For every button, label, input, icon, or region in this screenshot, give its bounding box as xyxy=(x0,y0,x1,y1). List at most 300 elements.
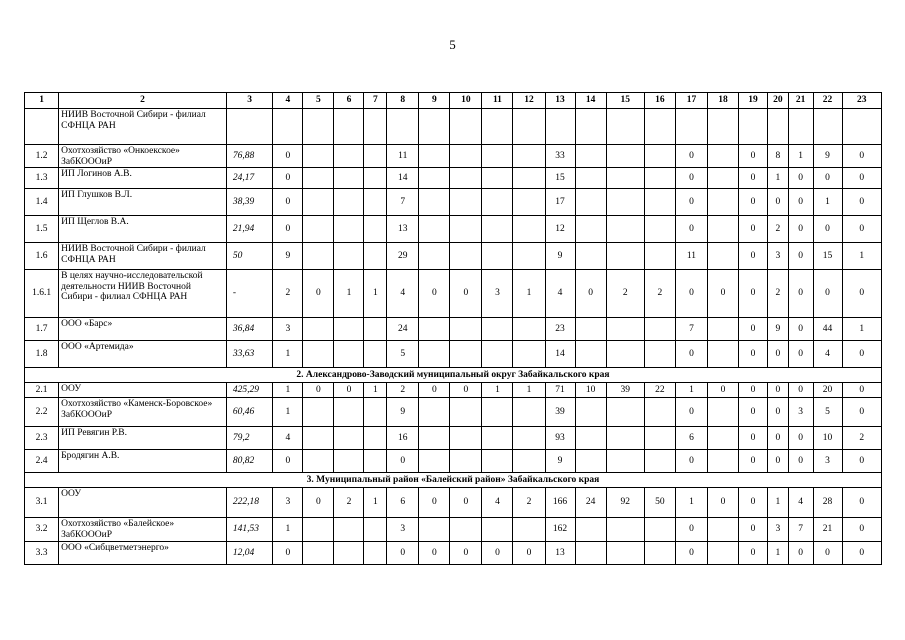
value-cell xyxy=(334,518,364,542)
header-cell: 8 xyxy=(387,93,419,109)
value-cell xyxy=(513,398,545,427)
area-value-cell: 141,53 xyxy=(226,518,273,542)
value-cell xyxy=(708,427,739,450)
value-cell xyxy=(575,243,606,270)
value-cell xyxy=(364,427,387,450)
area-value-cell: 21,94 xyxy=(226,216,273,243)
value-cell: 1 xyxy=(813,189,842,216)
table-row xyxy=(25,542,882,565)
value-cell xyxy=(842,109,881,145)
header-row xyxy=(25,93,882,109)
value-cell xyxy=(273,109,303,145)
header-cell: 5 xyxy=(303,93,334,109)
value-cell xyxy=(575,168,606,189)
value-cell: 16 xyxy=(387,427,419,450)
value-cell xyxy=(606,518,644,542)
value-cell xyxy=(606,318,644,341)
value-cell: 0 xyxy=(450,488,482,518)
header-cell: 17 xyxy=(675,93,707,109)
value-cell xyxy=(303,518,334,542)
value-cell: 5 xyxy=(813,398,842,427)
value-cell: 10 xyxy=(575,383,606,398)
value-cell: 0 xyxy=(303,270,334,318)
area-value-cell: 36,84 xyxy=(226,318,273,341)
header-cell: 16 xyxy=(644,93,675,109)
value-cell xyxy=(419,243,450,270)
value-cell: 0 xyxy=(788,427,813,450)
area-value-cell: 24,17 xyxy=(226,168,273,189)
value-cell: 4 xyxy=(273,427,303,450)
value-cell: 39 xyxy=(606,383,644,398)
header-cell: 20 xyxy=(768,93,789,109)
value-cell xyxy=(303,398,334,427)
row-number-cell: 1.3 xyxy=(25,168,59,189)
value-cell: 0 xyxy=(739,450,768,473)
header-cell: 3 xyxy=(226,93,273,109)
header-cell: 13 xyxy=(545,93,575,109)
value-cell: 0 xyxy=(813,270,842,318)
value-cell xyxy=(303,216,334,243)
organization-name-cell: НИИВ Восточной Сибири - филиал СФНЦА РАН xyxy=(59,243,227,270)
value-cell xyxy=(450,450,482,473)
value-cell: 2 xyxy=(768,216,789,243)
value-cell: 0 xyxy=(788,383,813,398)
value-cell: 0 xyxy=(450,542,482,565)
value-cell xyxy=(606,341,644,368)
value-cell: 1 xyxy=(768,168,789,189)
value-cell xyxy=(364,145,387,168)
value-cell: 5 xyxy=(387,341,419,368)
value-cell xyxy=(644,518,675,542)
row-number-cell: 3.1 xyxy=(25,488,59,518)
value-cell xyxy=(606,145,644,168)
organization-name-cell: Охотхозяйство «Каменск-Боровское» ЗабКОООиР xyxy=(59,398,227,427)
value-cell xyxy=(545,109,575,145)
value-cell: 4 xyxy=(813,341,842,368)
value-cell: 8 xyxy=(768,145,789,168)
header-cell: 1 xyxy=(25,93,59,109)
value-cell: 0 xyxy=(788,318,813,341)
value-cell xyxy=(575,398,606,427)
value-cell xyxy=(450,341,482,368)
table-row xyxy=(25,168,882,189)
header-cell: 11 xyxy=(482,93,513,109)
value-cell: 0 xyxy=(842,383,881,398)
value-cell: 0 xyxy=(768,341,789,368)
value-cell: 9 xyxy=(545,450,575,473)
value-cell: 0 xyxy=(739,488,768,518)
value-cell xyxy=(334,427,364,450)
value-cell xyxy=(450,168,482,189)
value-cell xyxy=(334,109,364,145)
value-cell: 0 xyxy=(842,488,881,518)
value-cell: 17 xyxy=(545,189,575,216)
value-cell: 21 xyxy=(813,518,842,542)
value-cell: 10 xyxy=(813,427,842,450)
header-cell: 18 xyxy=(708,93,739,109)
value-cell xyxy=(334,542,364,565)
value-cell: 0 xyxy=(739,216,768,243)
table-row xyxy=(25,189,882,216)
value-cell: 0 xyxy=(675,168,707,189)
value-cell xyxy=(419,450,450,473)
value-cell xyxy=(708,168,739,189)
value-cell: 28 xyxy=(813,488,842,518)
organization-name-cell: ИП Ревягин Р.В. xyxy=(59,427,227,450)
section-title: 2. Александрово-Заводский муниципальный округ Забайкальского края xyxy=(25,368,882,383)
row-number-cell: 1.2 xyxy=(25,145,59,168)
value-cell: 0 xyxy=(739,518,768,542)
value-cell xyxy=(450,189,482,216)
value-cell: 0 xyxy=(813,216,842,243)
header-cell: 9 xyxy=(419,93,450,109)
value-cell xyxy=(419,318,450,341)
value-cell: 23 xyxy=(545,318,575,341)
value-cell xyxy=(813,109,842,145)
value-cell: 0 xyxy=(739,145,768,168)
value-cell xyxy=(482,518,513,542)
value-cell xyxy=(482,189,513,216)
value-cell: 0 xyxy=(675,450,707,473)
value-cell xyxy=(513,318,545,341)
row-number-cell: 1.5 xyxy=(25,216,59,243)
row-number-cell: 3.2 xyxy=(25,518,59,542)
value-cell xyxy=(513,518,545,542)
value-cell: 0 xyxy=(419,488,450,518)
row-number-cell: 1.6 xyxy=(25,243,59,270)
value-cell: 0 xyxy=(739,383,768,398)
header-cell: 21 xyxy=(788,93,813,109)
value-cell xyxy=(334,398,364,427)
section-header-row xyxy=(25,368,882,383)
value-cell xyxy=(482,216,513,243)
header-cell: 2 xyxy=(59,93,227,109)
value-cell: 2 xyxy=(273,270,303,318)
value-cell: 0 xyxy=(788,168,813,189)
value-cell: 24 xyxy=(387,318,419,341)
value-cell xyxy=(575,518,606,542)
value-cell: 9 xyxy=(768,318,789,341)
value-cell xyxy=(303,145,334,168)
value-cell xyxy=(364,341,387,368)
organization-name-cell: В целях научно-исследовательской деятельности НИИВ Восточной Сибири - филиал СФНЦА РАН xyxy=(59,270,227,318)
value-cell xyxy=(482,168,513,189)
value-cell: 1 xyxy=(364,488,387,518)
value-cell xyxy=(334,216,364,243)
value-cell xyxy=(644,318,675,341)
value-cell xyxy=(334,318,364,341)
value-cell xyxy=(450,243,482,270)
value-cell: 0 xyxy=(842,398,881,427)
area-value-cell: 79,2 xyxy=(226,427,273,450)
value-cell: 44 xyxy=(813,318,842,341)
value-cell: 0 xyxy=(739,318,768,341)
area-value-cell: - xyxy=(226,270,273,318)
value-cell: 1 xyxy=(273,518,303,542)
value-cell xyxy=(606,109,644,145)
value-cell: 0 xyxy=(768,398,789,427)
value-cell: 9 xyxy=(273,243,303,270)
area-value-cell: 12,04 xyxy=(226,542,273,565)
value-cell: 0 xyxy=(387,450,419,473)
organization-name-cell: Охотхозяйство «Онкоекское» ЗабКОООиР xyxy=(59,145,227,168)
value-cell: 0 xyxy=(788,189,813,216)
value-cell: 15 xyxy=(545,168,575,189)
section-title: 3. Муниципальный район «Балейский район» Забайкальского края xyxy=(25,473,882,488)
value-cell: 1 xyxy=(768,488,789,518)
value-cell xyxy=(364,398,387,427)
value-cell: 71 xyxy=(545,383,575,398)
organization-name-cell: ИП Глушков В.Л. xyxy=(59,189,227,216)
value-cell: 0 xyxy=(273,168,303,189)
value-cell xyxy=(450,145,482,168)
value-cell xyxy=(708,398,739,427)
value-cell xyxy=(303,318,334,341)
value-cell: 12 xyxy=(545,216,575,243)
table-row xyxy=(25,243,882,270)
organization-name-cell: ООУ xyxy=(59,488,227,518)
value-cell xyxy=(419,168,450,189)
value-cell: 0 xyxy=(273,542,303,565)
value-cell xyxy=(482,427,513,450)
value-cell xyxy=(513,243,545,270)
value-cell xyxy=(303,427,334,450)
value-cell xyxy=(708,145,739,168)
value-cell: 2 xyxy=(387,383,419,398)
value-cell xyxy=(606,243,644,270)
value-cell: 92 xyxy=(606,488,644,518)
value-cell xyxy=(575,145,606,168)
area-value-cell: 38,39 xyxy=(226,189,273,216)
value-cell: 9 xyxy=(387,398,419,427)
value-cell: 0 xyxy=(675,398,707,427)
value-cell: 33 xyxy=(545,145,575,168)
value-cell: 0 xyxy=(842,216,881,243)
header-cell: 19 xyxy=(739,93,768,109)
value-cell xyxy=(419,398,450,427)
value-cell xyxy=(334,145,364,168)
value-cell: 0 xyxy=(768,383,789,398)
value-cell: 0 xyxy=(513,542,545,565)
value-cell: 4 xyxy=(387,270,419,318)
organization-name-cell: ИП Щеглов В.А. xyxy=(59,216,227,243)
value-cell xyxy=(364,168,387,189)
value-cell xyxy=(768,109,789,145)
value-cell xyxy=(644,427,675,450)
table-row xyxy=(25,518,882,542)
value-cell xyxy=(364,450,387,473)
value-cell: 0 xyxy=(842,145,881,168)
value-cell: 1 xyxy=(842,318,881,341)
value-cell xyxy=(575,542,606,565)
value-cell: 13 xyxy=(545,542,575,565)
value-cell: 2 xyxy=(334,488,364,518)
value-cell: 0 xyxy=(273,216,303,243)
organization-name-cell: ООО «Барс» xyxy=(59,318,227,341)
value-cell xyxy=(606,542,644,565)
organization-name-cell: Охотхозяйство «Балейское» ЗабКОООиР xyxy=(59,518,227,542)
value-cell: 11 xyxy=(675,243,707,270)
value-cell: 0 xyxy=(842,450,881,473)
value-cell: 0 xyxy=(675,145,707,168)
value-cell: 39 xyxy=(545,398,575,427)
value-cell: 14 xyxy=(545,341,575,368)
value-cell: 0 xyxy=(739,341,768,368)
value-cell xyxy=(303,542,334,565)
value-cell xyxy=(606,427,644,450)
value-cell: 0 xyxy=(739,243,768,270)
row-number-cell: 2.1 xyxy=(25,383,59,398)
value-cell xyxy=(419,189,450,216)
value-cell: 0 xyxy=(708,270,739,318)
value-cell: 1 xyxy=(364,270,387,318)
organization-name-cell: ООУ xyxy=(59,383,227,398)
row-number-cell: 2.2 xyxy=(25,398,59,427)
value-cell: 6 xyxy=(675,427,707,450)
value-cell: 4 xyxy=(788,488,813,518)
value-cell xyxy=(644,341,675,368)
value-cell: 1 xyxy=(768,542,789,565)
value-cell: 9 xyxy=(545,243,575,270)
value-cell: 3 xyxy=(788,398,813,427)
value-cell: 0 xyxy=(675,189,707,216)
value-cell xyxy=(575,109,606,145)
value-cell xyxy=(303,109,334,145)
value-cell: 162 xyxy=(545,518,575,542)
value-cell xyxy=(303,189,334,216)
table-row xyxy=(25,398,882,427)
value-cell xyxy=(364,243,387,270)
value-cell: 1 xyxy=(513,383,545,398)
value-cell: 0 xyxy=(813,542,842,565)
value-cell: 3 xyxy=(768,518,789,542)
value-cell: 1 xyxy=(513,270,545,318)
value-cell xyxy=(644,109,675,145)
value-cell: 0 xyxy=(788,270,813,318)
value-cell: 2 xyxy=(842,427,881,450)
value-cell: 50 xyxy=(644,488,675,518)
value-cell xyxy=(708,518,739,542)
value-cell xyxy=(334,189,364,216)
value-cell xyxy=(482,341,513,368)
value-cell xyxy=(606,216,644,243)
value-cell xyxy=(482,145,513,168)
value-cell xyxy=(419,145,450,168)
value-cell: 0 xyxy=(419,270,450,318)
value-cell: 4 xyxy=(482,488,513,518)
value-cell: 11 xyxy=(387,145,419,168)
header-cell: 15 xyxy=(606,93,644,109)
value-cell xyxy=(419,216,450,243)
value-cell: 7 xyxy=(387,189,419,216)
value-cell: 0 xyxy=(675,216,707,243)
value-cell: 2 xyxy=(606,270,644,318)
value-cell: 2 xyxy=(768,270,789,318)
value-cell xyxy=(513,450,545,473)
value-cell xyxy=(364,216,387,243)
value-cell xyxy=(644,450,675,473)
table-row xyxy=(25,145,882,168)
value-cell: 13 xyxy=(387,216,419,243)
value-cell xyxy=(364,189,387,216)
value-cell: 0 xyxy=(739,168,768,189)
value-cell: 0 xyxy=(788,542,813,565)
value-cell: 0 xyxy=(387,542,419,565)
value-cell: 1 xyxy=(842,243,881,270)
value-cell xyxy=(644,243,675,270)
value-cell: 0 xyxy=(788,216,813,243)
value-cell xyxy=(364,318,387,341)
value-cell: 0 xyxy=(708,383,739,398)
value-cell xyxy=(303,168,334,189)
value-cell: 0 xyxy=(739,542,768,565)
table-row xyxy=(25,270,882,318)
value-cell: 3 xyxy=(813,450,842,473)
value-cell xyxy=(606,450,644,473)
value-cell xyxy=(739,109,768,145)
value-cell xyxy=(513,427,545,450)
value-cell xyxy=(575,450,606,473)
value-cell xyxy=(482,398,513,427)
value-cell xyxy=(513,341,545,368)
value-cell: 14 xyxy=(387,168,419,189)
value-cell: 0 xyxy=(675,341,707,368)
page-number: 5 xyxy=(449,37,456,52)
value-cell: 6 xyxy=(387,488,419,518)
header-cell: 4 xyxy=(273,93,303,109)
value-cell: 1 xyxy=(273,341,303,368)
header-cell: 14 xyxy=(575,93,606,109)
value-cell: 0 xyxy=(739,270,768,318)
value-cell xyxy=(387,109,419,145)
value-cell xyxy=(788,109,813,145)
value-cell: 1 xyxy=(788,145,813,168)
value-cell: 0 xyxy=(450,270,482,318)
value-cell xyxy=(708,216,739,243)
header-cell: 12 xyxy=(513,93,545,109)
value-cell xyxy=(644,168,675,189)
value-cell xyxy=(334,168,364,189)
value-cell: 0 xyxy=(842,542,881,565)
value-cell xyxy=(482,243,513,270)
area-value-cell: 76,88 xyxy=(226,145,273,168)
value-cell: 0 xyxy=(273,189,303,216)
value-cell xyxy=(513,216,545,243)
value-cell: 1 xyxy=(364,383,387,398)
value-cell: 0 xyxy=(842,270,881,318)
table-row xyxy=(25,318,882,341)
value-cell: 0 xyxy=(842,341,881,368)
value-cell: 1 xyxy=(273,398,303,427)
value-cell xyxy=(419,341,450,368)
value-cell: 0 xyxy=(575,270,606,318)
value-cell xyxy=(303,243,334,270)
area-value-cell: 60,46 xyxy=(226,398,273,427)
header-cell: 10 xyxy=(450,93,482,109)
value-cell xyxy=(708,109,739,145)
value-cell: 3 xyxy=(482,270,513,318)
value-cell xyxy=(575,216,606,243)
area-value-cell: 80,82 xyxy=(226,450,273,473)
value-cell xyxy=(419,518,450,542)
value-cell xyxy=(450,427,482,450)
value-cell: 3 xyxy=(768,243,789,270)
value-cell xyxy=(644,145,675,168)
value-cell: 0 xyxy=(788,341,813,368)
value-cell: 7 xyxy=(675,318,707,341)
value-cell: 0 xyxy=(419,542,450,565)
value-cell: 1 xyxy=(675,383,707,398)
